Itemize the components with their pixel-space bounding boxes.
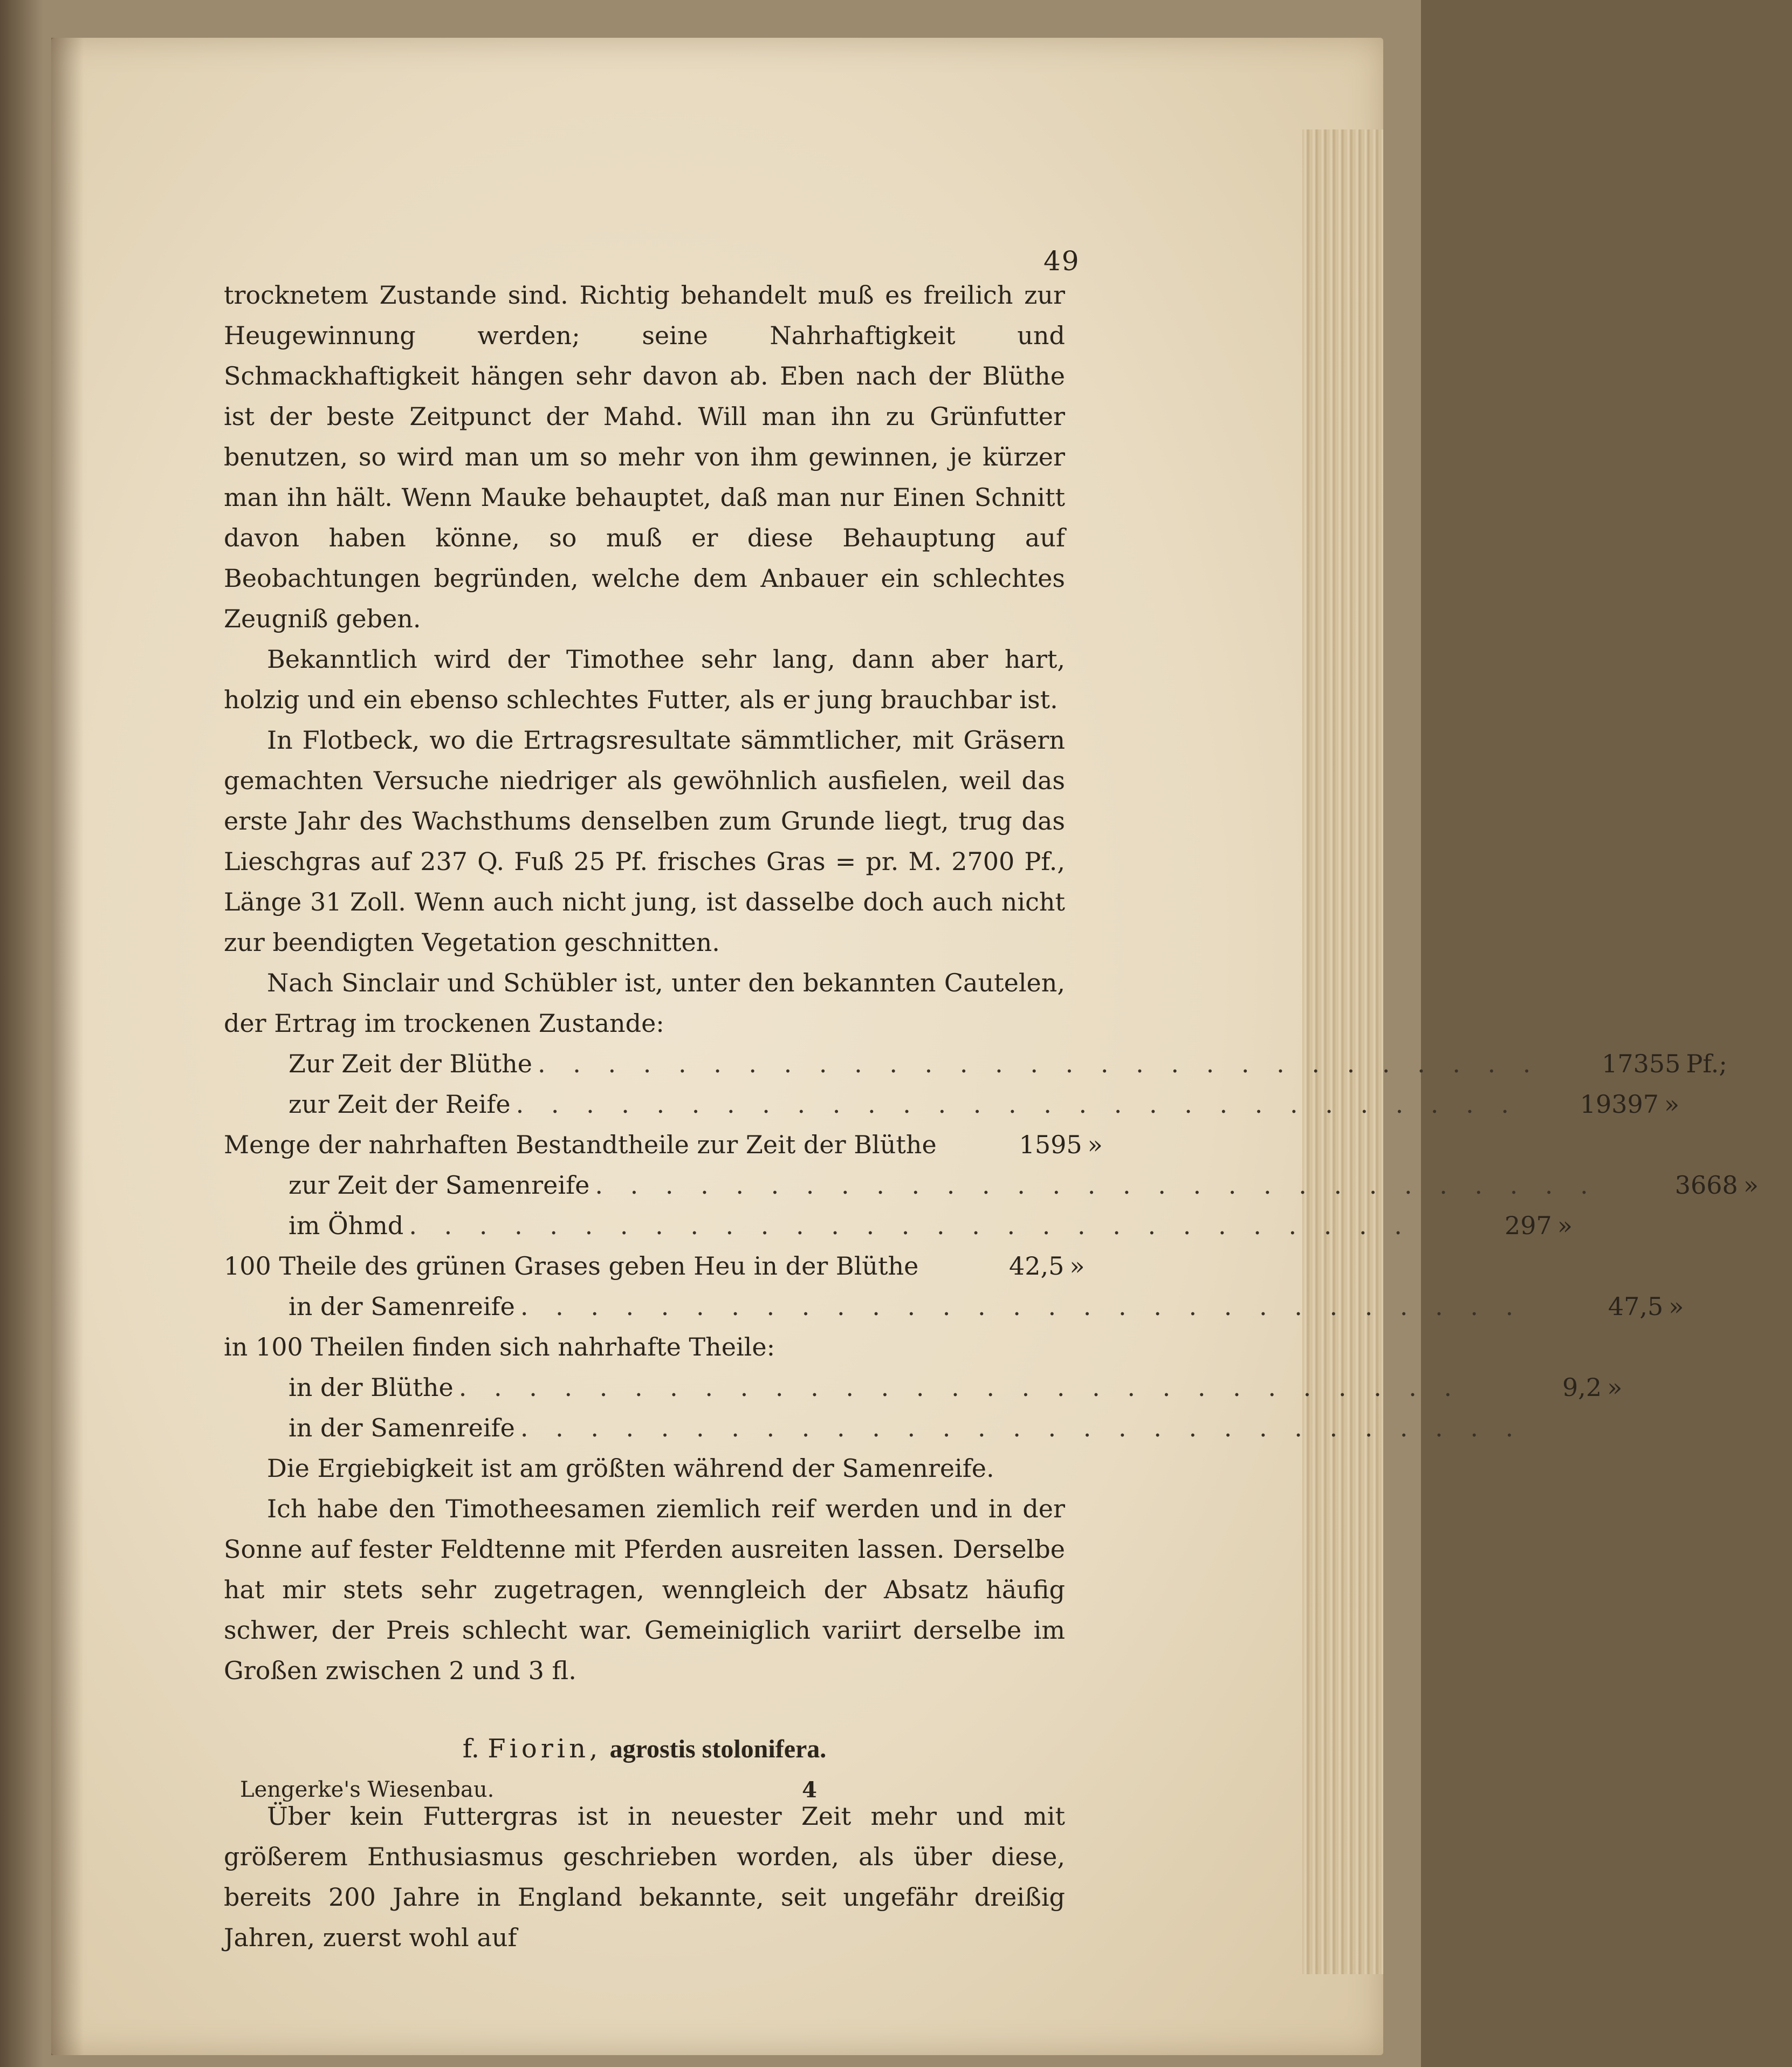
table-row-value: 17355 — [1602, 1049, 1681, 1078]
table-row-unit: » — [1669, 1292, 1684, 1321]
table-row-label: in der Samenreife — [289, 1292, 515, 1321]
page-footer — [240, 1777, 1049, 1803]
paragraph-6: Ich habe den Timotheesamen ziemlich reif werden und in der Sonne auf fester Feldtenne mit Pferden ausreiten lassen. Derselbe hat mir stets sehr zugetragen, wenngleich der Absatz häufig schwer, der Preis schlecht war. Gemeiniglich variirt derselbe im Großen zwischen 2 und 3 fl. — [224, 1494, 1065, 1685]
table-row — [224, 1084, 1680, 1125]
paragraph-1: trocknetem Zustande sind. Richtig behandelt muß es freilich zur Heugewinnung werden; seine Nahrhaftigkeit und Schmackhaftigkeit hängen sehr davon ab. Eben nach der Blüthe ist der beste Zeitpunct der Mahd. Will man ihn zu Grünfutter benutzen, so wird man um so mehr von ihm gewinnen, je kürzer man ihn hält. Wenn Mauke behauptet, daß man nur Einen Schnitt davon haben könne, so muß er diese Behauptung auf Beobachtungen begründen, welche dem Anbauer ein schlechtes Zeugniß geben. — [224, 280, 1065, 633]
table-row — [224, 1286, 1684, 1327]
table-row-value: 42,5 — [1008, 1251, 1065, 1281]
table-row-label: 100 Theile des grünen Grases geben Heu in der Blüthe — [224, 1251, 919, 1281]
table-row-unit: » — [1557, 1211, 1573, 1240]
table-row-value: 297 — [1505, 1211, 1552, 1240]
leader-dots: . . . . . . . . . . . . . . . . . . . . . . . . . . . . . — [458, 1373, 1462, 1402]
table-row-label: Zur Zeit der Blüthe — [289, 1049, 532, 1078]
paragraph-final: Über kein Futtergras ist in neuester Zeit mehr und mit größerem Enthusiasmus geschrieben worden, als über diese, bereits 200 Jahre in England bekannte, seit ungefähr dreißig Jahren, zuerst wohl auf — [224, 1802, 1065, 1952]
table-row-unit: » — [1087, 1130, 1103, 1159]
table-row-unit: » — [1743, 1171, 1759, 1200]
table-row — [224, 1246, 1085, 1286]
page-number: 49 — [1043, 245, 1080, 277]
table-row-label: in der Samenreife — [289, 1413, 515, 1442]
paragraph-5: Die Ergiebigkeit ist am größten während der Samenreife. — [267, 1454, 994, 1483]
paragraph-2: Bekanntlich wird der Timothee sehr lang, dann aber hart, holzig und ein ebenso schlechtes Futter, als er jung brauchbar ist. — [224, 645, 1065, 714]
table-row-label: zur Zeit der Reife — [289, 1090, 511, 1119]
table-row — [224, 1165, 1759, 1206]
section-heading — [224, 1729, 1065, 1769]
paragraph-3: In Flotbeck, wo die Ertragsresultate sämmtlicher, mit Gräsern gemachten Versuche niedriger als gewöhnlich ausfielen, weil das erste Jahr des Wachsthums denselben zum Grunde liegt, trug das Lieschgras auf 237 Q. Fuß 25 Pf. frisches Gras = pr. M. 2700 Pf., Länge 31 Zoll. Wenn auch nicht jung, ist dasselbe doch auch nicht zur beendigten Vegetation geschnitten. — [224, 725, 1065, 957]
section-latin-title: agrostis stolonifera. — [609, 1735, 827, 1763]
table-row-label: Menge der nahrhaften Bestandtheile zur Zeit der Blüthe — [224, 1130, 937, 1159]
table-row-value: 1595 — [1019, 1130, 1082, 1159]
table-row-label: zur Zeit der Samenreife — [289, 1171, 590, 1200]
table-row — [224, 1125, 1103, 1165]
table-row — [224, 1044, 1727, 1084]
table-row — [224, 1327, 1065, 1367]
table-row-value: 9,2 — [1562, 1373, 1602, 1402]
paragraph-4: Nach Sinclair und Schübler ist, unter den bekannten Cautelen, der Ertrag im trockenen Zustande: — [224, 968, 1065, 1038]
running-title: Lengerke's Wiesenbau. — [240, 1777, 495, 1802]
page-gutter-shadow — [51, 38, 84, 2055]
leader-dots: . . . . . . . . . . . . . . . . . . . . . . . . . . . . . — [409, 1211, 1412, 1240]
table-row-value: 47,5 — [1608, 1292, 1664, 1321]
signature-mark: 4 — [802, 1777, 817, 1803]
book-page — [51, 38, 1759, 2055]
page-body — [224, 275, 1759, 1958]
table-row-value: 3668 — [1674, 1171, 1738, 1200]
section-letter: f. — [462, 1734, 479, 1764]
table-row-label: im Öhmd — [289, 1211, 404, 1240]
table-row — [224, 1408, 1523, 1448]
leader-dots: . . . . . . . . . . . . . . . . . . . . . . . . . . . . . — [516, 1090, 1519, 1119]
table-row-unit: » — [1607, 1373, 1623, 1402]
table-row — [224, 1206, 1573, 1246]
table-row-unit: Pf.; — [1686, 1049, 1727, 1078]
section-german-title: Fiorin, — [488, 1734, 602, 1764]
yield-table — [224, 1044, 1759, 1448]
leader-dots: . . . . . . . . . . . . . . . . . . . . . . . . . . . . . — [520, 1292, 1523, 1321]
leader-dots: . . . . . . . . . . . . . . . . . . . . . . . . . . . . . — [520, 1413, 1523, 1442]
table-row-unit: » — [1069, 1251, 1085, 1281]
table-row-value: 19397 — [1580, 1090, 1659, 1119]
table-row-unit: » — [1664, 1090, 1680, 1119]
table-row-label: in 100 Theilen finden sich nahrhafte Theile: — [224, 1332, 775, 1361]
leader-dots: . . . . . . . . . . . . . . . . . . . . . . . . . . . . . — [537, 1049, 1541, 1078]
leader-dots: . . . . . . . . . . . . . . . . . . . . . . . . . . . . . — [595, 1171, 1598, 1200]
table-row — [224, 1367, 1623, 1408]
table-row-label: in der Blüthe — [289, 1373, 454, 1402]
